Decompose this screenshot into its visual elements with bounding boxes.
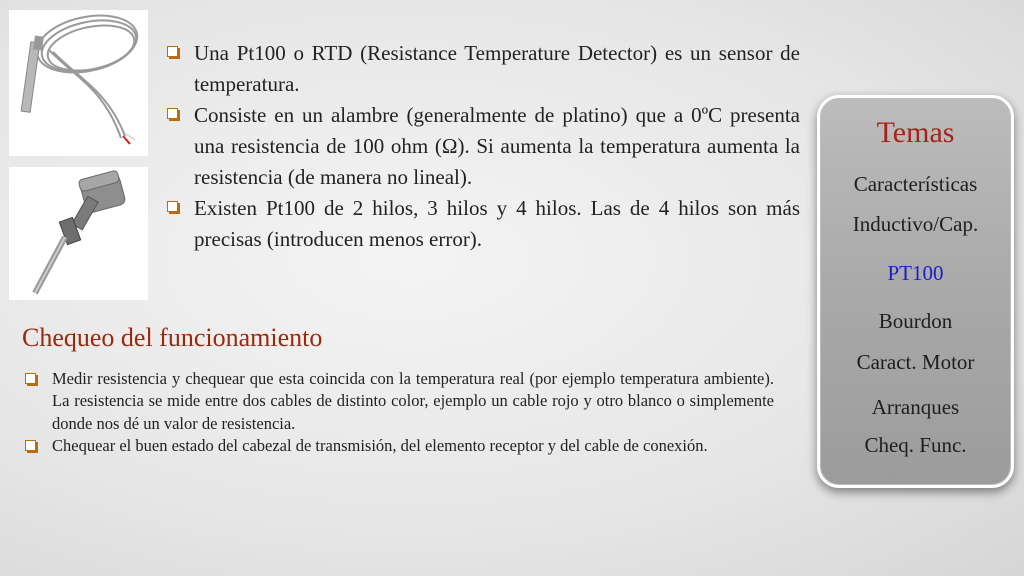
list-item: Una Pt100 o RTD (Resistance Temperature Detector) es un sensor de temperatura. xyxy=(164,38,800,100)
topic-arranques[interactable]: Arranques xyxy=(871,395,960,419)
topic-caract-motor[interactable]: Caract. Motor xyxy=(856,350,975,374)
topic-inductivo-cap[interactable]: Inductivo/Cap. xyxy=(852,212,979,236)
topic-pt100[interactable]: PT100 xyxy=(887,261,944,285)
topic-caracteristicas[interactable]: Características xyxy=(853,172,978,196)
checkbox-bullet-icon xyxy=(167,46,178,57)
pt100-description-list xyxy=(164,38,800,255)
topics-panel xyxy=(817,95,1014,488)
list-item: Existen Pt100 de 2 hilos, 3 hilos y 4 hilos. Las de 4 hilos son más precisas (introducen menos error). xyxy=(164,193,800,255)
topic-bourdon[interactable]: Bourdon xyxy=(878,309,953,333)
list-item: Medir resistencia y chequear que esta coincida con la temperatura real (por ejemplo temperatura ambiente). La resistencia se mide entre dos cables de distinto color, ejemplo un cable rojo y otro blanco o simplemente donde nos dé un valor de resistencia. xyxy=(22,368,774,435)
checkbox-bullet-icon xyxy=(167,201,178,212)
pt100-head-sensor-image xyxy=(9,167,148,300)
panel-title: Temas xyxy=(876,116,955,149)
checkbox-bullet-icon xyxy=(25,373,36,384)
pt100-cable-sensor-image xyxy=(9,10,148,156)
list-item: Chequear el buen estado del cabezal de transmisión, del elemento receptor y del cable de conexión. xyxy=(22,435,774,457)
topic-cheq-func[interactable]: Cheq. Func. xyxy=(864,433,967,457)
check-procedure-list xyxy=(22,368,774,457)
list-item: Consiste en un alambre (generalmente de platino) que a 0ºC presenta una resistencia de 100 ohm (Ω). Si aumenta la temperatura aumenta la resistencia (de manera no lineal). xyxy=(164,100,800,193)
checkbox-bullet-icon xyxy=(25,440,36,451)
checkbox-bullet-icon xyxy=(167,108,178,119)
section-title: Chequeo del funcionamiento xyxy=(22,323,323,352)
